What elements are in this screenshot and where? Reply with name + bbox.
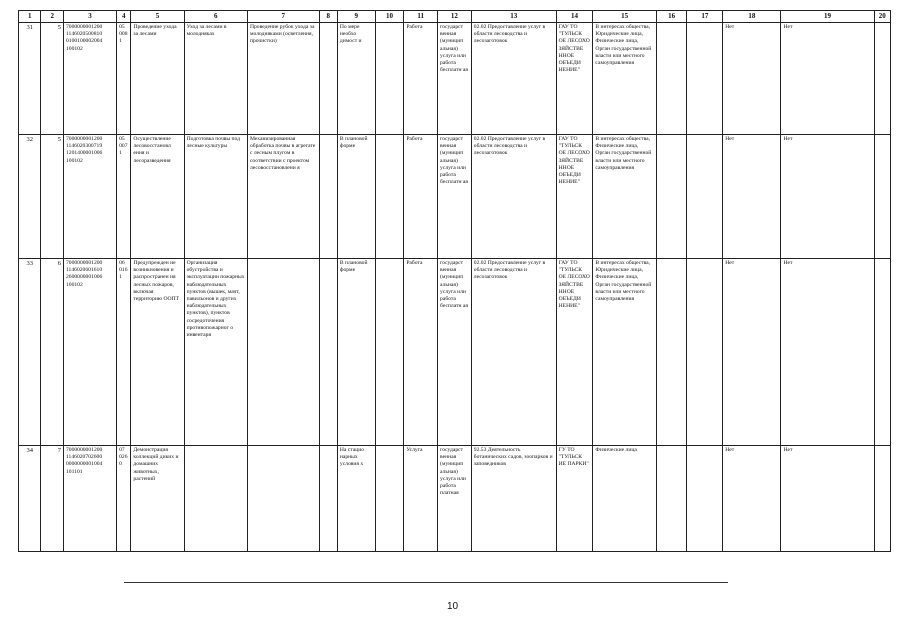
table-cell (656, 259, 687, 446)
registry-table (18, 10, 891, 552)
consumers-cell: В интересах общества, Юридические лица, Физические лица, Орган государственной власти или местного самоуправления (593, 259, 656, 446)
content-detail-cell: Механизированная обработка почвы в агрегате с лесным плугом в соответствии с проектом лесовосстановлени я (247, 135, 319, 259)
table-cell (656, 23, 687, 135)
table-row (19, 259, 891, 446)
column-header: 1 (19, 11, 41, 23)
service-code-cell: 05 008 1 (117, 23, 131, 135)
form-cell: На стацио нарных условия х (337, 446, 375, 552)
footer-divider (124, 582, 728, 583)
flag-cell: Нет (781, 23, 874, 135)
okved-cell: 02.02 Предоставление услуг в области лесоводства и лесозаготовок (471, 259, 556, 446)
table-row (19, 135, 891, 259)
column-header: 8 (319, 11, 337, 23)
service-name-cell: Демонстрация коллекций диких и домашних животных, растений (131, 446, 184, 552)
row-number-cell: 34 (19, 446, 41, 552)
page-number: 10 (446, 601, 459, 612)
content-cell: Организация обустройства и эксплуатации пожарных наблюдательных пунктов (вышек, мачт, павильонов и других наблюдательных пунктов), пунктов сосредоточения противопожарног о инвентаря (184, 259, 247, 446)
column-header: 17 (687, 11, 723, 23)
table-cell (874, 259, 891, 446)
column-header: 9 (337, 11, 375, 23)
column-header: 4 (117, 11, 131, 23)
content-cell: Уход за лесами в молодняках (184, 23, 247, 135)
type-cell: Услуга (404, 446, 438, 552)
table-cell (874, 23, 891, 135)
table-cell (375, 135, 404, 259)
table-cell (375, 446, 404, 552)
column-header: 14 (556, 11, 593, 23)
column-header: 16 (656, 11, 687, 23)
column-header: 13 (471, 11, 556, 23)
form-cell: В плановой форме (337, 259, 375, 446)
form-cell: В плановой форме (337, 135, 375, 259)
table-row (19, 446, 891, 552)
row-number-cell: 33 (19, 259, 41, 446)
consumers-cell: В интересах общества, Юридические лица, Физические лица, Орган государственной власти или местного самоуправления (593, 23, 656, 135)
column-header: 15 (593, 11, 656, 23)
table-cell (687, 259, 723, 446)
column-header: 12 (438, 11, 472, 23)
row-number-cell: 31 (19, 23, 41, 135)
table-cell (687, 135, 723, 259)
row-number-cell: 32 (19, 135, 41, 259)
flag-cell: Нет (723, 23, 781, 135)
content-detail-cell: Проведение рубок ухода за молодняками (осветления, прочистки) (247, 23, 319, 135)
consumers-cell: В интересах общества, Физические лица, Орган государственной власти или местного самоуправления (593, 135, 656, 259)
table-cell (375, 23, 404, 135)
flag-cell: Нет (781, 135, 874, 259)
flag-cell: Нет (723, 259, 781, 446)
payment-cell: государст венная (муницип альная) услуга или работа бесплатн ая (438, 23, 472, 135)
service-code-cell: 05 007 1 (117, 135, 131, 259)
table-cell (874, 135, 891, 259)
column-header: 6 (184, 11, 247, 23)
section-cell: 5 (41, 23, 63, 135)
section-cell: 6 (41, 259, 63, 446)
table-body (19, 23, 891, 552)
column-header: 18 (723, 11, 781, 23)
payment-cell: государст венная (муницип альная) услуга или работа бесплатн ая (438, 259, 472, 446)
table-cell (319, 446, 337, 552)
table-cell (656, 135, 687, 259)
institution-cell: ГУ ТО "ТУЛЬСК ИЕ ПАРКИ" (556, 446, 593, 552)
payment-cell: государст венная (муницип альная) услуга или работа платная (438, 446, 472, 552)
column-header: 10 (375, 11, 404, 23)
service-code-cell: 06 016 1 (117, 259, 131, 446)
institution-cell: ГАУ ТО "ТУЛЬСК ОЕ ЛЕСОХО ЗЯЙСТВЕ ННОЕ ОБЪЕДИ НЕНИЕ" (556, 259, 593, 446)
content-cell (184, 446, 247, 552)
type-cell: Работа (404, 23, 438, 135)
registry-code-cell: 7000000001200 1146020500810 0100100002004 100102 (63, 23, 116, 135)
registry-code-cell: 7000000001200 1146020300719 1201400001006 100102 (63, 135, 116, 259)
content-cell: Подготовка почвы под лесные культуры (184, 135, 247, 259)
table-cell (319, 135, 337, 259)
flag-cell: Нет (723, 135, 781, 259)
table-cell (319, 23, 337, 135)
okved-cell: 02.02 Предоставление услуг в области лесоводства и лесозаготовок (471, 23, 556, 135)
column-header: 3 (63, 11, 116, 23)
flag-cell: Нет (723, 446, 781, 552)
institution-cell: ГАУ ТО "ТУЛЬСК ОЕ ЛЕСОХО ЗЯЙСТВЕ ННОЕ ОБЪЕДИ НЕНИЕ" (556, 23, 593, 135)
service-name-cell: Предупрежден ие возникновения и распространен ия лесных пожаров, включая территорию ООПТ (131, 259, 184, 446)
column-header: 20 (874, 11, 891, 23)
table-cell (687, 446, 723, 552)
service-code-cell: 07 026 0 (117, 446, 131, 552)
type-cell: Работа (404, 135, 438, 259)
table-cell (375, 259, 404, 446)
service-name-cell: Осуществление лесовосстановл ения и лесоразведения (131, 135, 184, 259)
column-header: 7 (247, 11, 319, 23)
section-cell: 5 (41, 135, 63, 259)
okved-cell: 92.53 Деятельность ботанических садов, зоопарков и заповедников (471, 446, 556, 552)
table-header (19, 11, 891, 23)
table-row (19, 23, 891, 135)
consumers-cell: Физические лица (593, 446, 656, 552)
table-cell (656, 446, 687, 552)
column-header: 2 (41, 11, 63, 23)
content-detail-cell (247, 259, 319, 446)
column-header: 5 (131, 11, 184, 23)
content-detail-cell (247, 446, 319, 552)
section-cell: 7 (41, 446, 63, 552)
registry-code-cell: 7000000001200 1146020702600 0000000001004 101101 (63, 446, 116, 552)
table-cell (319, 259, 337, 446)
registry-code-cell: 7000000001200 1146020601610 2600000001006 100102 (63, 259, 116, 446)
institution-cell: ГАУ ТО "ТУЛЬСК ОЕ ЛЕСОХО ЗЯЙСТВЕ ННОЕ ОБЪЕДИ НЕНИЕ" (556, 135, 593, 259)
payment-cell: государст венная (муницип альная) услуга или работа бесплатн ая (438, 135, 472, 259)
flag-cell: Нет (781, 446, 874, 552)
table-cell (874, 446, 891, 552)
service-name-cell: Проведение ухода за лесами (131, 23, 184, 135)
table-cell (687, 23, 723, 135)
okved-cell: 02.02 Предоставление услуг в области лесоводства и лесозаготовок (471, 135, 556, 259)
column-header: 19 (781, 11, 874, 23)
flag-cell: Нет (781, 259, 874, 446)
type-cell: Работа (404, 259, 438, 446)
form-cell: По мере необхо димост и (337, 23, 375, 135)
column-header: 11 (404, 11, 438, 23)
column-number-row (19, 11, 891, 23)
